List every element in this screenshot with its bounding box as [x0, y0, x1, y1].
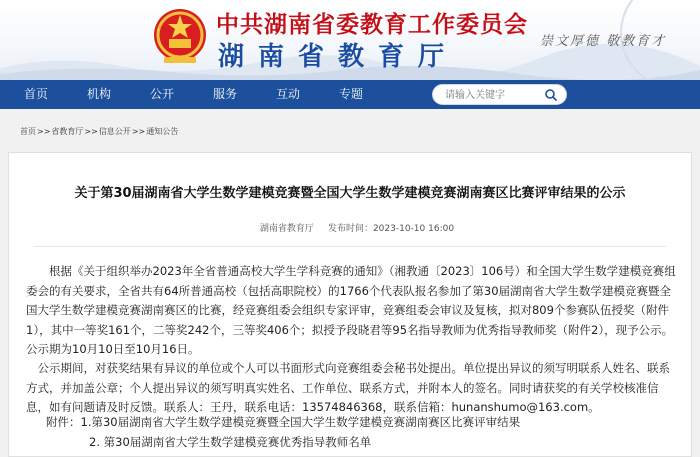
breadcrumb-separator: >> [37, 127, 51, 136]
dept-title: 湖南省教育厅 [218, 42, 459, 72]
article-paragraph: 根据《关于组织举办2023年全省普通高校大学生学科竞赛的通知》（湘教通〔2023〕106号）和全国大学生数学建模竞赛组委会的有关要求，全省共有64所普通高校（包括高职院校）的1766个代表队报名参加了第30届湖南省大学生数学建模竞赛暨全国大学生数学建模竞赛湖南赛区的比赛，经竞赛组委会组织专家评审，竞赛组委会审议及复核，拟对809个参赛队伍授奖（附件1），其中一等奖161个，二等奖242个，三等奖406个；拟授予段晓君等95名指导教师为优秀指导教师奖（附件2），现予公示。公示期为10月10日至10月16日。 [26, 264, 676, 356]
nav-item-org[interactable]: 机构 [87, 87, 112, 101]
breadcrumb-dept[interactable]: 省教育厅 [51, 127, 84, 136]
publish-time: 2023-10-10 16:00 [372, 224, 455, 234]
site-header [0, 0, 700, 80]
attachment-label: 附件： [46, 415, 81, 429]
nav-item-interact[interactable]: 互动 [276, 87, 301, 101]
main-nav [0, 80, 700, 109]
attachment-link-2[interactable]: 2. 第30届湖南省大学生数学建模竞赛优秀指导教师名单 [89, 435, 372, 449]
search-input[interactable] [445, 87, 545, 103]
article-source: 湖南省教育厅 [259, 224, 314, 234]
search-box [432, 84, 567, 105]
motto-text: 崇文厚德 敬教育才 [540, 34, 667, 49]
org-title: 中共湖南省委教育工作委员会 [216, 12, 528, 38]
attachment-line [46, 414, 520, 430]
nav-item-public[interactable]: 公开 [150, 87, 175, 101]
national-emblem-icon [152, 5, 208, 67]
attachment-link-1[interactable]: 1.第30届湖南省大学生数学建模竞赛暨全国大学生数学建模竞赛湖南赛区比赛评审结果 [80, 415, 521, 429]
breadcrumb-notice[interactable]: 通知公告 [146, 127, 179, 136]
nav-item-home[interactable]: 首页 [24, 87, 49, 101]
divider [34, 246, 666, 247]
nav-item-service[interactable]: 服务 [213, 87, 238, 101]
breadcrumb-separator: >> [131, 127, 146, 136]
breadcrumb-info[interactable]: 信息公开 [98, 127, 131, 136]
breadcrumb [20, 126, 179, 137]
breadcrumb-home[interactable]: 首页 [20, 127, 36, 136]
article-paragraph: 公示期间，对获奖结果有异议的单位或个人可以书面形式向竞赛组委会秘书处提出。单位提出异议的须写明联系人姓名、联系方式，并加盖公章；个人提出异议的须写明真实姓名、工作单位、联系方式，并附本人的签名。同时请获奖的有关学校核准信息，如有问题请及时反馈。联系人：王丹，联系电话：13574846368，联系信箱：hunanshumo@163.com。 [26, 361, 670, 414]
nav-item-topic[interactable]: 专题 [339, 87, 364, 101]
breadcrumb-separator: >> [84, 127, 98, 136]
article-meta [0, 221, 700, 234]
publish-time-label: 发布时间： [327, 224, 373, 234]
article-title: 关于第30届湖南省大学生数学建模竞赛暨全国大学生数学建模竞赛湖南赛区比赛评审结果的公示 [74, 186, 626, 201]
search-icon[interactable] [544, 88, 558, 102]
